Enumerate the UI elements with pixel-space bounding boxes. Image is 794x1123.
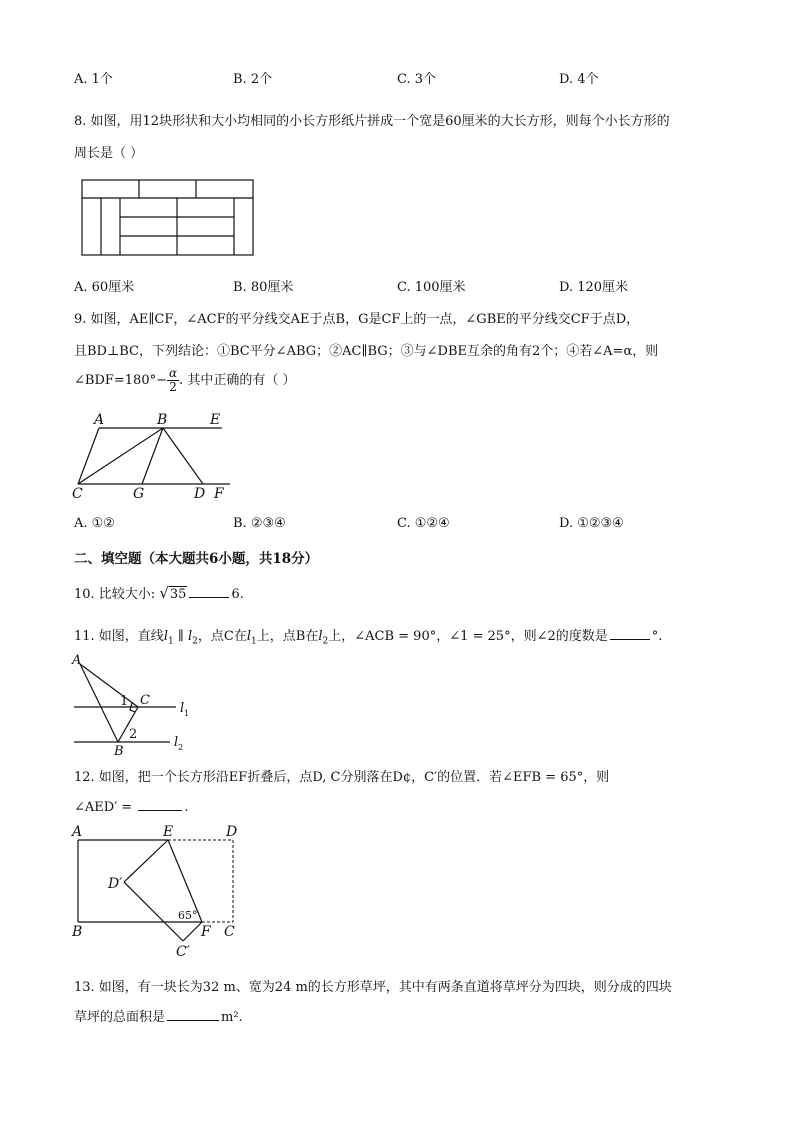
q11-label-angle2: 2 bbox=[129, 727, 138, 742]
q12-stem-line1: 12. 如图，把一个长方形沿EF折叠后，点D, C分别落在D¢，C′的位置．若∠EFB = 65°，则 bbox=[74, 770, 610, 785]
q8-option-c: C. 100厘米 bbox=[397, 280, 466, 295]
q8-rectangle-figure bbox=[80, 178, 256, 258]
q11-l1-sub: 1 bbox=[167, 636, 174, 647]
q11-l1: l bbox=[163, 629, 168, 644]
q11-label-l2: l bbox=[174, 735, 179, 750]
q9-label-E: E bbox=[210, 412, 221, 428]
q9-option-a: A. ①② bbox=[74, 516, 115, 531]
section-heading-fill-in: 二、填空题（本大题共6小题，共18分） bbox=[74, 551, 319, 567]
q9-option-c: C. ①②④ bbox=[397, 516, 450, 531]
q11-l2-ref-sub: 2 bbox=[322, 636, 329, 647]
q9-option-d: D. ①②③④ bbox=[559, 516, 624, 531]
q9-label-G: G bbox=[133, 486, 145, 502]
q11-label-angle1: 1 bbox=[120, 694, 129, 709]
q11-label-l2-sub: 2 bbox=[178, 743, 184, 752]
q9-label-C: C bbox=[72, 486, 83, 502]
q11-text-c: 上，点B在 bbox=[256, 629, 319, 644]
q10-radicand: 35 bbox=[169, 587, 187, 602]
q12-label-F: F bbox=[201, 924, 211, 940]
q9-option-b: B. ②③④ bbox=[233, 516, 286, 531]
q11-parallel-lines-figure bbox=[66, 650, 196, 756]
q12-line2-pre: ∠AED′ = bbox=[74, 800, 137, 815]
q11-l2-sub: 2 bbox=[192, 636, 198, 647]
q12-stem-line2 bbox=[74, 798, 188, 815]
q12-label-Cprime: C′ bbox=[176, 944, 190, 960]
q12-label-B: B bbox=[72, 924, 83, 940]
q7-option-c: C. 3个 bbox=[397, 72, 437, 87]
q9-label-B: B bbox=[157, 412, 168, 428]
q11-answer-blank[interactable] bbox=[610, 627, 650, 640]
q12-label-E: E bbox=[163, 824, 174, 840]
q7-option-b: B. 2个 bbox=[233, 72, 273, 87]
q9-label-D: D bbox=[194, 486, 206, 502]
q11-l2-ref: l bbox=[318, 629, 323, 644]
q11-l1-ref-sub: 1 bbox=[251, 636, 257, 647]
q8-stem-line1: 8. 如图，用12块形状和大小均相同的小长方形纸片拼成一个宽是60厘米的大长方形，则每个小长方形的 bbox=[74, 114, 670, 129]
q11-label-A: A bbox=[72, 653, 82, 668]
q8-stem-line2: 周长是（ ） bbox=[74, 146, 144, 161]
sqrt-symbol: √ bbox=[159, 584, 169, 602]
q10-post: 6. bbox=[231, 587, 244, 602]
q9-stem-line1: 9. 如图，AE∥CF，∠ACF的平分线交AE于点B，G是CF上的一点，∠GBE的平分线交CF于点D， bbox=[74, 312, 640, 327]
q7-option-a: A. 1个 bbox=[74, 72, 113, 87]
q11-l2: l bbox=[188, 629, 193, 644]
q12-label-C: C bbox=[224, 924, 235, 940]
q10-pre: 10. 比较大小: bbox=[74, 587, 160, 602]
q13-line2-post: m². bbox=[221, 1010, 243, 1025]
q9-fraction-numerator: α bbox=[169, 366, 178, 380]
q9-fraction bbox=[167, 367, 179, 394]
q12-fold-figure bbox=[68, 822, 248, 960]
q11-stem bbox=[74, 625, 662, 647]
q11-text-d: 上，∠ACB = 90°，∠1 = 25°，则∠2的度数是 bbox=[328, 629, 608, 644]
q11-text-a: 11. 如图，直线 bbox=[74, 629, 164, 644]
q12-line2-post: . bbox=[184, 800, 189, 815]
q10-answer-blank[interactable] bbox=[189, 585, 229, 598]
q11-label-C: C bbox=[140, 693, 150, 708]
q9-label-F: F bbox=[214, 486, 224, 502]
q8-option-a: A. 60厘米 bbox=[74, 280, 135, 295]
q11-label-l1: l bbox=[180, 701, 185, 716]
q7-option-d: D. 4个 bbox=[559, 72, 599, 87]
q11-parallel: ∥ bbox=[173, 629, 188, 644]
q8-option-d: D. 120厘米 bbox=[559, 280, 629, 295]
q13-answer-blank[interactable] bbox=[167, 1008, 219, 1021]
q13-stem-line1: 13. 如图，有一块长为32 m、宽为24 m的长方形草坪，其中有两条直道将草坪分为四块，则分成的四块 bbox=[74, 980, 672, 995]
q12-label-65deg: 65° bbox=[178, 909, 198, 922]
q12-label-A: A bbox=[72, 824, 83, 840]
q10-stem bbox=[74, 583, 244, 602]
q12-answer-blank[interactable] bbox=[138, 798, 182, 811]
q9-line3-post: . 其中正确的有（ ） bbox=[179, 373, 296, 388]
q8-option-b: B. 80厘米 bbox=[233, 280, 294, 295]
q12-label-D: D bbox=[226, 824, 238, 840]
q12-label-Dprime: D′ bbox=[108, 876, 123, 892]
q11-label-l1-sub: 1 bbox=[184, 709, 190, 718]
q11-text-b: ，点C在 bbox=[197, 629, 247, 644]
q9-fraction-denominator: 2 bbox=[169, 380, 177, 394]
q9-line3-pre: ∠BDF=180°− bbox=[74, 373, 167, 388]
q11-l1-ref: l bbox=[246, 629, 252, 644]
q9-stem-line2: 且BD⊥BC，下列结论：①BC平分∠ABG；②AC∥BG；③与∠DBE互余的角有2个；④若∠A=α，则 bbox=[74, 344, 659, 359]
q9-label-A: A bbox=[94, 412, 105, 428]
q13-line2-pre: 草坪的总面积是 bbox=[74, 1010, 166, 1025]
q11-label-B: B bbox=[114, 744, 124, 756]
q13-stem-line2 bbox=[74, 1006, 243, 1025]
q9-geometry-figure bbox=[70, 408, 240, 502]
q11-text-e: °. bbox=[651, 629, 663, 644]
q9-stem-line3 bbox=[74, 366, 296, 396]
